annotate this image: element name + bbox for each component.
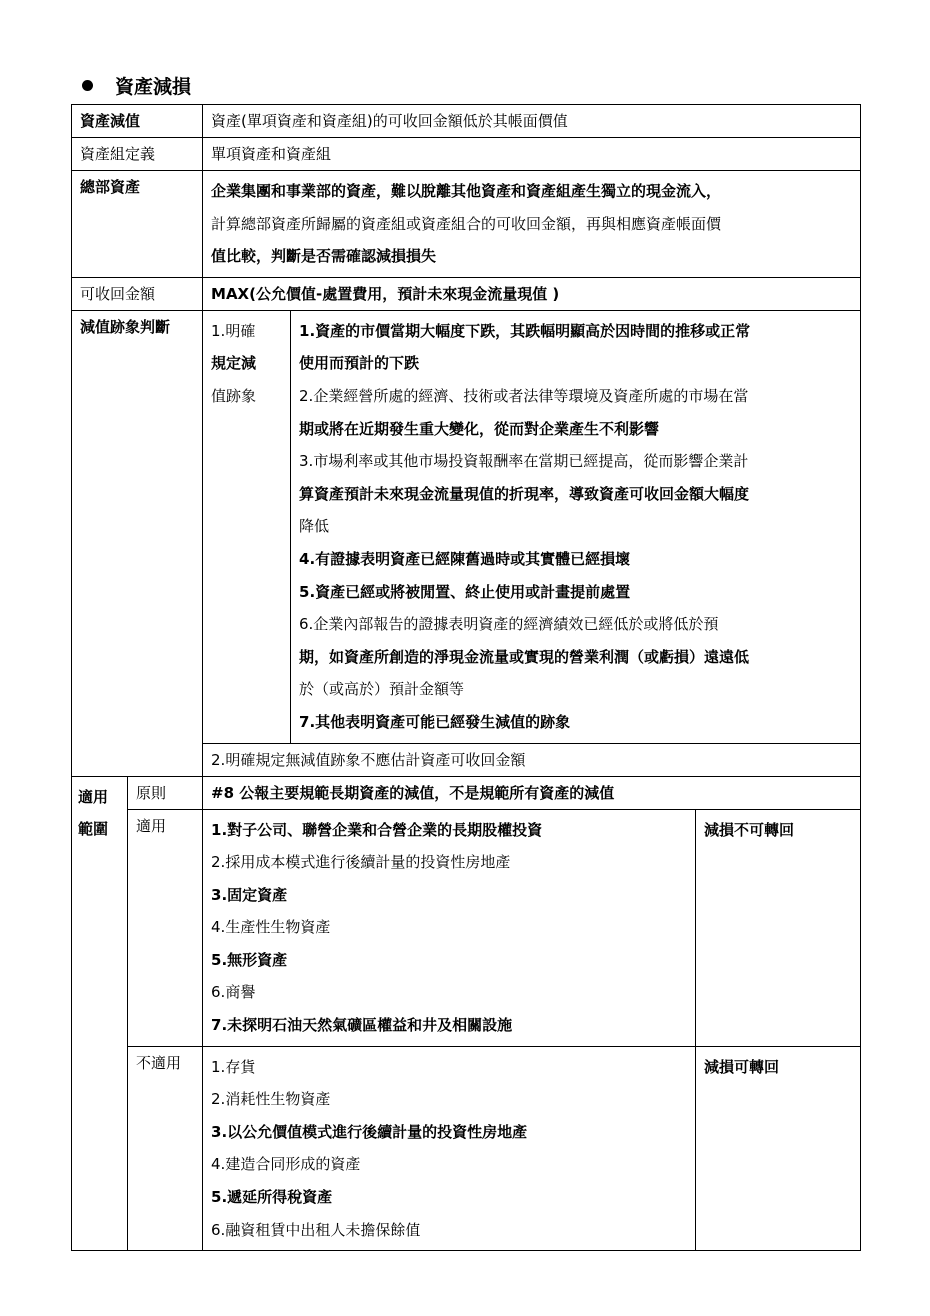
indicator-list [291, 310, 861, 743]
list-item: 6.企業內部報告的證據表明資產的經濟績效已經低於或將低於預 [299, 615, 719, 634]
list-item: 1.存貨 [211, 1057, 256, 1076]
list-item: 算資產預計未來現金流量現值的折現率，導致資產可收回金額大幅度 [299, 484, 750, 503]
list-item: 2.採用成本模式進行後續計量的投資性房地產 [211, 853, 511, 872]
table-row [72, 809, 861, 1046]
text-line: 值比較，判斷是否需確認減損損失 [211, 247, 437, 266]
list-item: 2.企業經營所處的經濟、技術或者法律等環境及資產所處的市場在當 [299, 386, 749, 405]
table-row [72, 105, 861, 138]
bullet-icon [82, 80, 93, 91]
list-item: 6.商譽 [211, 983, 256, 1002]
list-item: 期，如資產所創造的淨現金流量或實現的營業利潤（或虧損）遠遠低 [299, 647, 750, 666]
principle-label: 原則 [128, 776, 203, 809]
list-item: 3.市場利率或其他市場投資報酬率在當期已經提高，從而影響企業計 [299, 452, 749, 471]
table-row [72, 171, 861, 278]
row-value: 單項資產和資產組 [203, 138, 861, 171]
list-item: 2.消耗性生物資產 [211, 1090, 331, 1109]
table-row [72, 1046, 861, 1251]
text-line: 1.明確 [211, 321, 256, 340]
impairment-table [71, 104, 861, 1251]
indicator-sub-label [203, 310, 291, 743]
not-applicable-label: 不適用 [128, 1046, 203, 1251]
list-item: 7.未探明石油天然氣礦區權益和井及相關設施 [211, 1016, 513, 1035]
table-row [72, 277, 861, 310]
applicable-label: 適用 [128, 809, 203, 1046]
list-item: 6.融資租賃中出租人未擔保餘值 [211, 1220, 421, 1239]
row-label: 總部資產 [72, 171, 203, 278]
list-item: 5.資產已經或將被閒置、終止使用或計畫提前處置 [299, 582, 631, 601]
list-item: 使用而預計的下跌 [299, 354, 420, 373]
table-row [72, 310, 861, 743]
list-item: 3.以公允價值模式進行後續計量的投資性房地產 [211, 1122, 528, 1141]
principle-text: #8 公報主要規範長期資產的減值，不是規範所有資產的減值 [203, 776, 861, 809]
table-row [72, 776, 861, 809]
list-item: 5.遞延所得稅資產 [211, 1188, 333, 1207]
list-item: 1.對子公司、聯營企業和合營企業的長期股權投資 [211, 820, 543, 839]
row-label: 減值跡象判斷 [72, 310, 203, 776]
list-item: 於（或高於）預計金額等 [299, 680, 465, 699]
text-line: 適用 [78, 787, 109, 806]
text-line: 範圍 [78, 820, 109, 839]
section-heading [82, 74, 191, 100]
list-item: 7.其他表明資產可能已經發生減值的跡象 [299, 712, 571, 731]
list-item: 期或將在近期發生重大變化，從而對企業產生不利影響 [299, 419, 660, 438]
row-label: 資產減值 [72, 105, 203, 138]
text-line: 計算總部資產所歸屬的資產組或資產組合的可收回金額，再與相應資產帳面價 [211, 214, 722, 233]
not-applicable-list [203, 1046, 696, 1251]
scope-label [72, 776, 128, 1251]
applicable-list [203, 809, 696, 1046]
section-title: 資產減損 [115, 76, 192, 98]
list-item: 4.有證據表明資產已經陳舊過時或其實體已經損壞 [299, 549, 631, 568]
list-item: 1.資產的市價當期大幅度下跌，其跌幅明顯高於因時間的推移或正常 [299, 321, 751, 340]
text-line: 值跡象 [211, 386, 257, 405]
row-label: 可收回金額 [72, 277, 203, 310]
list-item: 3.固定資產 [211, 885, 288, 904]
no-indicator-text: 2.明確規定無減值跡象不應估計資產可收回金額 [203, 743, 861, 776]
row-value [203, 171, 861, 278]
list-item: 4.生產性生物資產 [211, 918, 331, 937]
text-line: 規定減 [211, 354, 257, 373]
not-applicable-note [696, 1046, 861, 1251]
applicable-note [696, 809, 861, 1046]
row-value: MAX(公允價值-處置費用，預計未來現金流量現值 ) [203, 277, 861, 310]
row-label: 資產組定義 [72, 138, 203, 171]
list-item: 5.無形資產 [211, 950, 288, 969]
table-row [72, 138, 861, 171]
list-item: 降低 [299, 517, 330, 536]
text-line: 企業集團和事業部的資產，難以脫離其他資產和資產組產生獨立的現金流入， [211, 182, 722, 200]
note-text: 減損可轉回 [704, 1057, 780, 1076]
note-text: 減損不可轉回 [704, 820, 795, 839]
row-value: 資產(單項資產和資產組)的可收回金額低於其帳面價值 [203, 105, 861, 138]
list-item: 4.建造合同形成的資產 [211, 1155, 361, 1174]
